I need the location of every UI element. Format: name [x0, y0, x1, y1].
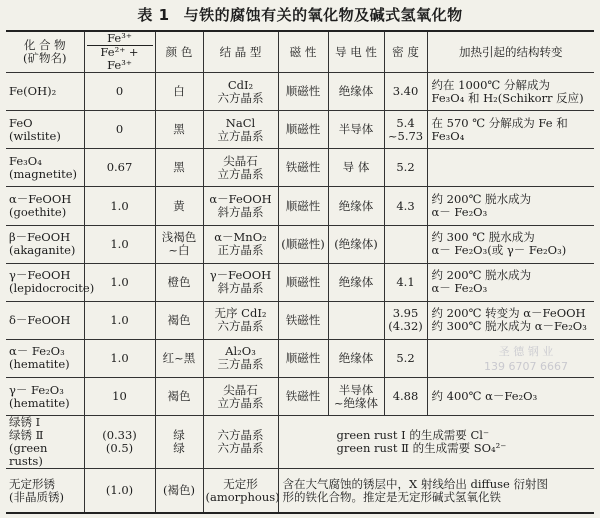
color-cell: 橙色: [155, 263, 203, 301]
table-row: [6, 378, 594, 416]
ratio-cell: 1.0: [84, 339, 155, 377]
conductivity-cell: (绝缘体): [328, 225, 384, 263]
crystal-cell: 无序 CdI₂ 六方晶系: [203, 301, 278, 339]
conductivity-cell: [328, 301, 384, 339]
magnetism-cell: 铁磁性: [278, 301, 328, 339]
crystal-cell: α－FeOOH 斜方晶系: [203, 187, 278, 225]
ratio-cell: 1.0: [84, 225, 155, 263]
density-cell: 4.1: [384, 263, 427, 301]
conductivity-cell: 半导体 ~绝缘体: [328, 378, 384, 416]
header-compound: 化 合 物 (矿物名): [6, 31, 84, 73]
color-cell: 黄: [155, 187, 203, 225]
density-cell: 3.40: [384, 73, 427, 111]
color-cell: 浅褐色 ~白: [155, 225, 203, 263]
magnetism-cell: 铁磁性: [278, 378, 328, 416]
header-color: 颜 色: [155, 31, 203, 73]
compound-cell: 绿锈 Ⅰ 绿锈 Ⅱ (green rusts): [6, 416, 84, 469]
crystal-cell: 尖晶石 立方晶系: [203, 149, 278, 187]
magnetism-cell: 顺磁性: [278, 263, 328, 301]
color-cell: 褐色: [155, 378, 203, 416]
conductivity-cell: 半导体: [328, 111, 384, 149]
heating-cell: 约 300 ℃ 脱水成为 α－ Fe₂O₃(或 γ－ Fe₂O₃): [427, 225, 594, 263]
compound-cell: γ－FeOOH (lepidocrocite): [6, 263, 84, 301]
header-heating: 加热引起的结构转变: [427, 31, 594, 73]
color-cell: 褐色: [155, 301, 203, 339]
crystal-cell: γ－FeOOH 斜方晶系: [203, 263, 278, 301]
magnetism-cell: 顺磁性: [278, 339, 328, 377]
density-cell: 3.95 (4.32): [384, 301, 427, 339]
color-cell: 黑: [155, 149, 203, 187]
ratio-cell: 10: [84, 378, 155, 416]
crystal-cell: 尖晶石 立方晶系: [203, 378, 278, 416]
density-cell: [384, 225, 427, 263]
table-title: [0, 4, 600, 28]
header-conductivity: 导 电 性: [328, 31, 384, 73]
table-row: [6, 225, 594, 263]
compound-cell: Fe(OH)₂: [6, 73, 84, 111]
compound-cell: β－FeOOH (akaganite): [6, 225, 84, 263]
conductivity-cell: 绝缘体: [328, 73, 384, 111]
table-row: [6, 263, 594, 301]
heating-cell: 约 200℃ 脱水成为 α－ Fe₂O₃: [427, 187, 594, 225]
magnetism-cell: 顺磁性: [278, 111, 328, 149]
heating-cell: 约 200℃ 脱水成为 α－ Fe₂O₃: [427, 263, 594, 301]
conductivity-cell: 绝缘体: [328, 187, 384, 225]
watermark: 圣 德 钢 业 139 6707 6667: [484, 345, 568, 373]
color-cell: 黑: [155, 111, 203, 149]
heating-cell: 约在 1000℃ 分解成为 Fe₃O₄ 和 H₂(Schikorr 反应): [427, 73, 594, 111]
ratio-cell: 0.67: [84, 149, 155, 187]
conductivity-cell: 绝缘体: [328, 263, 384, 301]
header-density: 密 度: [384, 31, 427, 73]
color-cell: 绿 绿: [155, 416, 203, 469]
density-cell: 5.2: [384, 339, 427, 377]
magnetism-cell: 铁磁性: [278, 149, 328, 187]
table-row: [6, 301, 594, 339]
ratio-cell: (1.0): [84, 469, 155, 513]
conductivity-cell: 绝缘体: [328, 339, 384, 377]
conductivity-cell: 导 体: [328, 149, 384, 187]
magnetism-cell: (顺磁性): [278, 225, 328, 263]
compound-cell: Fe₃O₄ (magnetite): [6, 149, 84, 187]
iron-oxides-table: [6, 30, 594, 514]
density-cell: 5.4 ~5.73: [384, 111, 427, 149]
compound-cell: δ－FeOOH: [6, 301, 84, 339]
crystal-cell: 无定形 (amorphous): [203, 469, 278, 513]
green-rust-row: [6, 416, 594, 469]
magnetism-cell: 顺磁性: [278, 73, 328, 111]
crystal-cell: 六方晶系 六方晶系: [203, 416, 278, 469]
heating-cell: [427, 339, 594, 377]
density-cell: 5.2: [384, 149, 427, 187]
header-crystal: 结 晶 型: [203, 31, 278, 73]
header-magnetism: 磁 性: [278, 31, 328, 73]
compound-cell: α－FeOOH (goethite): [6, 187, 84, 225]
ratio-cell: 0: [84, 111, 155, 149]
compound-cell: γ－ Fe₂O₃ (hematite): [6, 378, 84, 416]
magnetism-cell: 顺磁性: [278, 187, 328, 225]
crystal-cell: Al₂O₃ 三方晶系: [203, 339, 278, 377]
amorphous-row: [6, 469, 594, 513]
heating-cell: [427, 149, 594, 187]
heating-cell: 在 570 ℃ 分解成为 Fe 和 Fe₃O₄: [427, 111, 594, 149]
ratio-cell: (0.33) (0.5): [84, 416, 155, 469]
table-number: 表 1: [137, 6, 170, 24]
table-title-text: 与铁的腐蚀有关的氧化物及碱式氢氧化物: [183, 6, 463, 24]
compound-cell: 无定形锈 (非晶质锈): [6, 469, 84, 513]
ratio-fraction: $\frac{\text{Fe³⁺}}{\text{Fe²⁺ + Fe³⁺}}$: [87, 32, 153, 72]
crystal-cell: α－MnO₂ 正方晶系: [203, 225, 278, 263]
table-row: [6, 73, 594, 111]
heating-cell: 约 400℃ α－Fe₂O₃: [427, 378, 594, 416]
color-cell: (褐色): [155, 469, 203, 513]
ratio-cell: 1.0: [84, 263, 155, 301]
table-row: [6, 149, 594, 187]
compound-cell: FeO (wilstite): [6, 111, 84, 149]
green-rust-note: green rust Ⅰ 的生成需要 Cl⁻ green rust Ⅱ 的生成需要 SO₄²⁻: [278, 416, 594, 469]
density-cell: 4.3: [384, 187, 427, 225]
color-cell: 白: [155, 73, 203, 111]
ratio-cell: 1.0: [84, 187, 155, 225]
amorphous-note: 含在大气腐蚀的锈层中，X 射线给出 diffuse 衍射图 形的铁化合物。推定是无定形碱式氢氧化铁: [278, 469, 594, 513]
table-row: [6, 111, 594, 149]
crystal-cell: CdI₂ 六方晶系: [203, 73, 278, 111]
ratio-cell: 0: [84, 73, 155, 111]
header-ratio: [84, 31, 155, 73]
table-row: [6, 339, 594, 377]
density-cell: 4.88: [384, 378, 427, 416]
table-row: [6, 187, 594, 225]
heating-cell: 约 200℃ 转变为 α－FeOOH 约 300℃ 脱水成为 α－Fe₂O₃: [427, 301, 594, 339]
color-cell: 红~黑: [155, 339, 203, 377]
compound-cell: α－ Fe₂O₃ (hematite): [6, 339, 84, 377]
ratio-cell: 1.0: [84, 301, 155, 339]
crystal-cell: NaCl 立方晶系: [203, 111, 278, 149]
header-row: [6, 31, 594, 73]
